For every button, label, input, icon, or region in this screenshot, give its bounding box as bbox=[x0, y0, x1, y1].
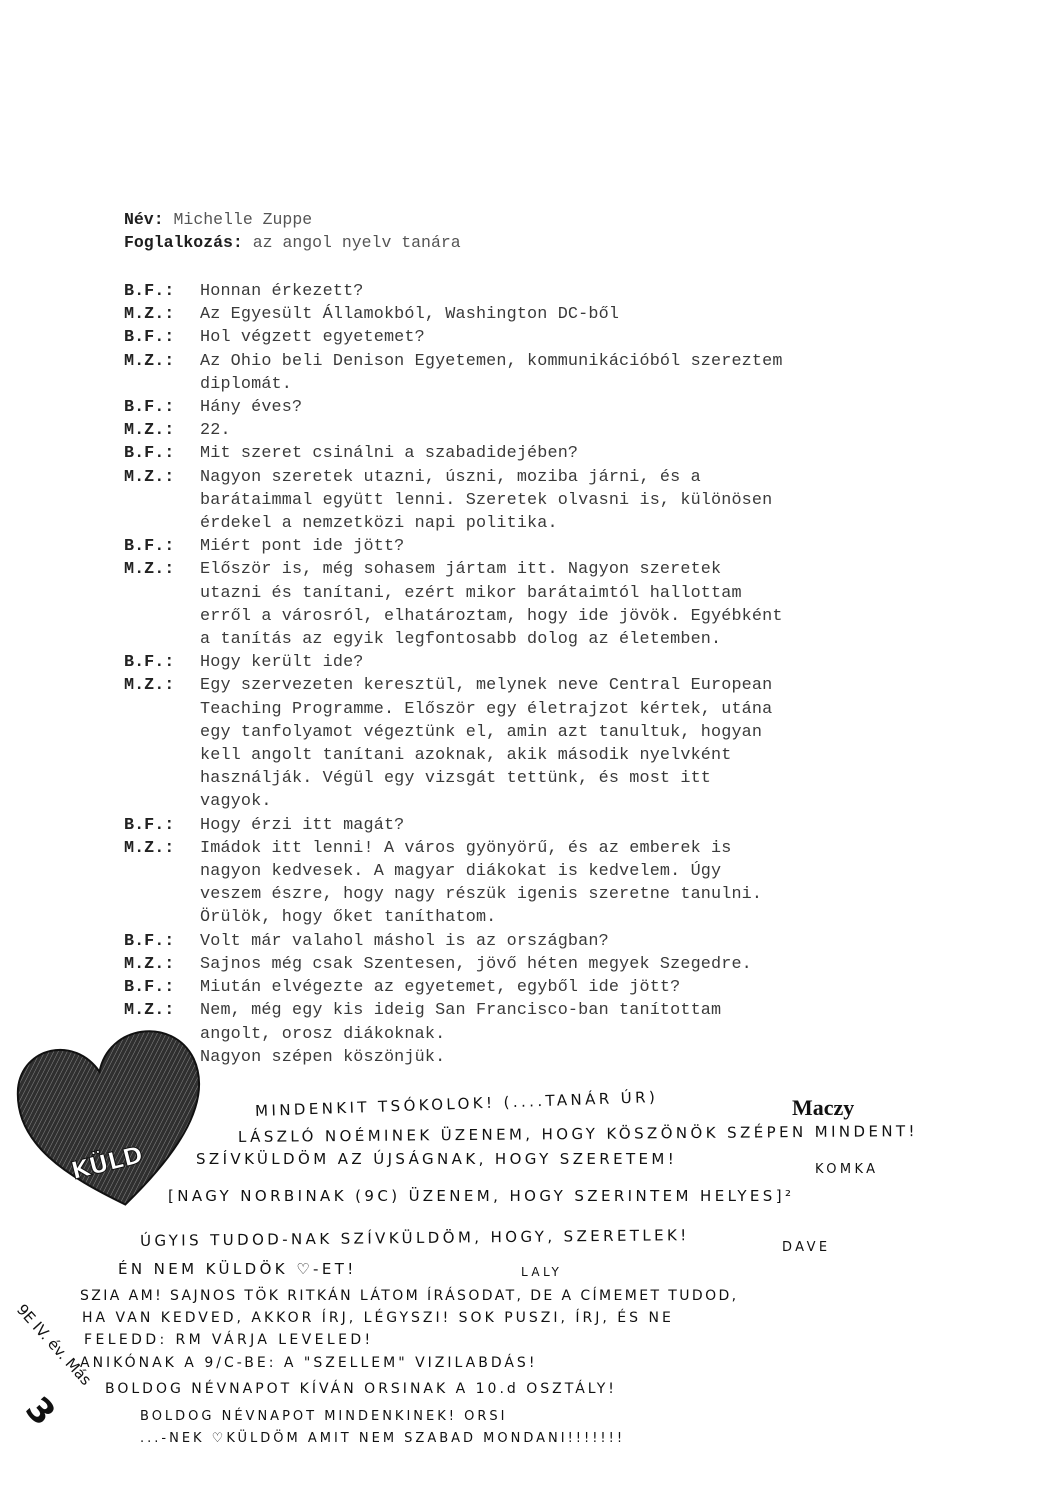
job-line bbox=[124, 231, 461, 254]
dialogue-row bbox=[124, 814, 1024, 837]
note-line-6-sign: LALY bbox=[521, 1265, 563, 1279]
dialogue-row bbox=[124, 303, 1024, 326]
job-value: az angol nyelv tanára bbox=[252, 233, 461, 252]
dialogue-row bbox=[124, 1046, 1024, 1069]
speaker-label: M.Z.: bbox=[124, 351, 175, 371]
dialogue-text: Nem, még egy kis ideig San Francisco-ban tanítottam angolt, orosz diákoknak. bbox=[200, 1001, 722, 1044]
job-label: Foglalkozás: bbox=[124, 233, 243, 252]
speaker-label: B.F.: bbox=[124, 653, 175, 673]
speaker-label: M.Z.: bbox=[124, 421, 175, 441]
dialogue-row bbox=[124, 999, 1024, 1045]
speaker-label: B.F.: bbox=[124, 444, 175, 464]
speaker-label: B.F.: bbox=[124, 537, 175, 557]
note-line-8: HA VAN KEDVED, AKKOR ÍRJ, LÉGYSZI! SOK PUSZI, ÍRJ, ÉS NE bbox=[82, 1310, 674, 1326]
note-line-3-sign: KOMKA bbox=[815, 1162, 879, 1177]
note-line-4: [NAGY NORBINAK (9C) ÜZENEM, HOGY SZERINTEM HELYES]² bbox=[168, 1187, 795, 1205]
note-line-12: BOLDOG NÉVNAPOT MINDENKINEK! ORSI bbox=[140, 1409, 508, 1424]
dialogue-text: Egy szervezeten keresztül, melynek neve Central European Teaching Programme. Először egy életrajzot kértek, utána egy tanfolyamot végeztünk el, amin azt tanultuk, hogyan kell angolt tanítani azoknak, akik második nyelvként használják. Végül egy vizsgát tettünk, és most itt vagyok. bbox=[200, 676, 773, 812]
interview-header bbox=[124, 208, 461, 254]
dialogue-row bbox=[124, 396, 1024, 419]
dialogue-text: Imádok itt lenni! A város gyönyörű, és az emberek is nagyon kedvesek. A magyar diákokat is kedvelem. Úgy veszem észre, hogy nagy részük igenis szeretne tanulni. Örülök, hogy őket taníthatom. bbox=[200, 838, 763, 928]
dialogue-text: Nagyon szeretek utazni, úszni, moziba járni, és a barátaimmal együtt lenni. Szeretek olvasni is, különösen érdekel a nemzetközi napi politika. bbox=[200, 467, 773, 534]
speaker-label: M.Z.: bbox=[124, 467, 175, 487]
note-line-11: BOLDOG NÉVNAPOT KÍVÁN ORSINAK A 10.d OSZTÁLY! bbox=[105, 1381, 617, 1397]
dialogue-text: Miért pont ide jött? bbox=[200, 537, 405, 557]
dialogue-text: Hogy került ide? bbox=[200, 653, 364, 673]
speaker-label: B.F.: bbox=[124, 978, 175, 998]
dialogue-text: Az Egyesült Államokból, Washington DC-ből bbox=[200, 305, 620, 325]
dialogue-row bbox=[124, 535, 1024, 558]
speaker-label: B.F.: bbox=[124, 815, 175, 835]
note-line-13: ...-NEK ♡KÜLDÖM AMIT NEM SZABAD MONDANI!!!!!!! bbox=[140, 1431, 626, 1446]
name-label: Név: bbox=[124, 210, 164, 229]
margin-number: 3 bbox=[17, 1389, 63, 1434]
dialogue-row bbox=[124, 976, 1024, 999]
dialogue-text: Mit szeret csinálni a szabadidejében? bbox=[200, 444, 579, 464]
name-line bbox=[124, 208, 461, 231]
note-line-7: SZIA AM! SAJNOS TÖK RITKÁN LÁTOM ÍRÁSODAT, DE A CÍMEMET TUDOD, bbox=[80, 1288, 739, 1304]
dialogue-row bbox=[124, 674, 1024, 813]
dialogue-text: Volt már valahol máshol is az országban? bbox=[200, 931, 609, 951]
dialogue-row bbox=[124, 651, 1024, 674]
note-line-3: SZÍVKÜLDÖM AZ ÚJSÁGNAK, HOGY SZERETEM! bbox=[196, 1150, 678, 1168]
speaker-label: B.F.: bbox=[124, 282, 175, 301]
heart-word: KÜLD bbox=[68, 1140, 146, 1186]
note-line-9: FELEDD: RM VÁRJA LEVELED! bbox=[84, 1332, 374, 1348]
dialogue-row bbox=[124, 466, 1024, 536]
dialogue-row bbox=[124, 350, 1024, 396]
dialogue-text: Az Ohio beli Denison Egyetemen, kommunikációból szereztem diplomát. bbox=[200, 351, 783, 394]
margin-text: 9E IV. év. Más bbox=[13, 1300, 96, 1389]
note-line-10: ANIKÓNAK A 9/C-BE: A "SZELLEM" VIZILABDÁS! bbox=[80, 1355, 538, 1371]
speaker-label: M.Z.: bbox=[124, 560, 175, 580]
speaker-label: M.Z.: bbox=[124, 676, 175, 696]
speaker-label: B.F.: bbox=[124, 931, 175, 951]
dialogue-row bbox=[124, 419, 1024, 442]
dialogue-row bbox=[124, 326, 1024, 349]
note-signature: Maczy bbox=[792, 1095, 855, 1120]
dialogue-text: 22. bbox=[200, 421, 231, 441]
dialogue-text: Hány éves? bbox=[200, 398, 303, 418]
dialogue-row bbox=[124, 953, 1024, 976]
dialogue-text: Nagyon szépen köszönjük. bbox=[200, 1047, 446, 1067]
speaker-label: M.Z.: bbox=[124, 954, 175, 974]
note-line-5-sign: DAVE bbox=[782, 1240, 831, 1255]
dialogue-row bbox=[124, 280, 1024, 303]
speaker-label: B.F.: bbox=[124, 328, 175, 348]
dialogue-text: Először is, még sohasem jártam itt. Nagyon szeretek utazni és tanítani, ezért mikor barátaimtól hallottam erről a városról, elhatároztam, hogy ide jövök. Egyébként a tanítás az egyik legfontosabb dolog az életemben. bbox=[200, 560, 783, 650]
dialogue-row bbox=[124, 837, 1024, 930]
dialogue-row bbox=[124, 930, 1024, 953]
speaker-label: M.Z.: bbox=[124, 838, 175, 858]
name-value: Michelle Zuppe bbox=[173, 210, 313, 229]
speaker-label: M.Z.: bbox=[124, 305, 175, 325]
speaker-label: M.Z.: bbox=[124, 1001, 175, 1021]
interview-dialogue bbox=[124, 280, 1024, 1069]
dialogue-text: Hol végzett egyetemet? bbox=[200, 328, 425, 348]
dialogue-text: Sajnos még csak Szentesen, jövő héten megyek Szegedre. bbox=[200, 954, 752, 974]
dialogue-text: Miután elvégezte az egyetemet, egyből ide jött? bbox=[200, 978, 681, 998]
speaker-label: B.F.: bbox=[124, 398, 175, 418]
note-line-2: LÁSZLÓ NOÉMINEK ÜZENEM, HOGY KÖSZÖNÖK SZÉPEN MINDENT! bbox=[237, 1122, 919, 1146]
note-line-5: ÚGYIS TUDOD-NAK SZÍVKÜLDÖM, HOGY, SZERETLEK! bbox=[139, 1226, 690, 1250]
note-line-6: ÉN NEM KÜLDÖK ♡-ET! bbox=[118, 1260, 357, 1278]
dialogue-text: Honnan érkezett? bbox=[200, 282, 364, 301]
dialogue-text: Hogy érzi itt magát? bbox=[200, 815, 405, 835]
margin-note bbox=[6, 1290, 156, 1450]
dialogue-row bbox=[124, 442, 1024, 465]
note-line-1: MINDENKIT TSÓKOLOK! (....TANÁR ÚR) bbox=[254, 1087, 659, 1121]
dialogue-row bbox=[124, 558, 1024, 651]
